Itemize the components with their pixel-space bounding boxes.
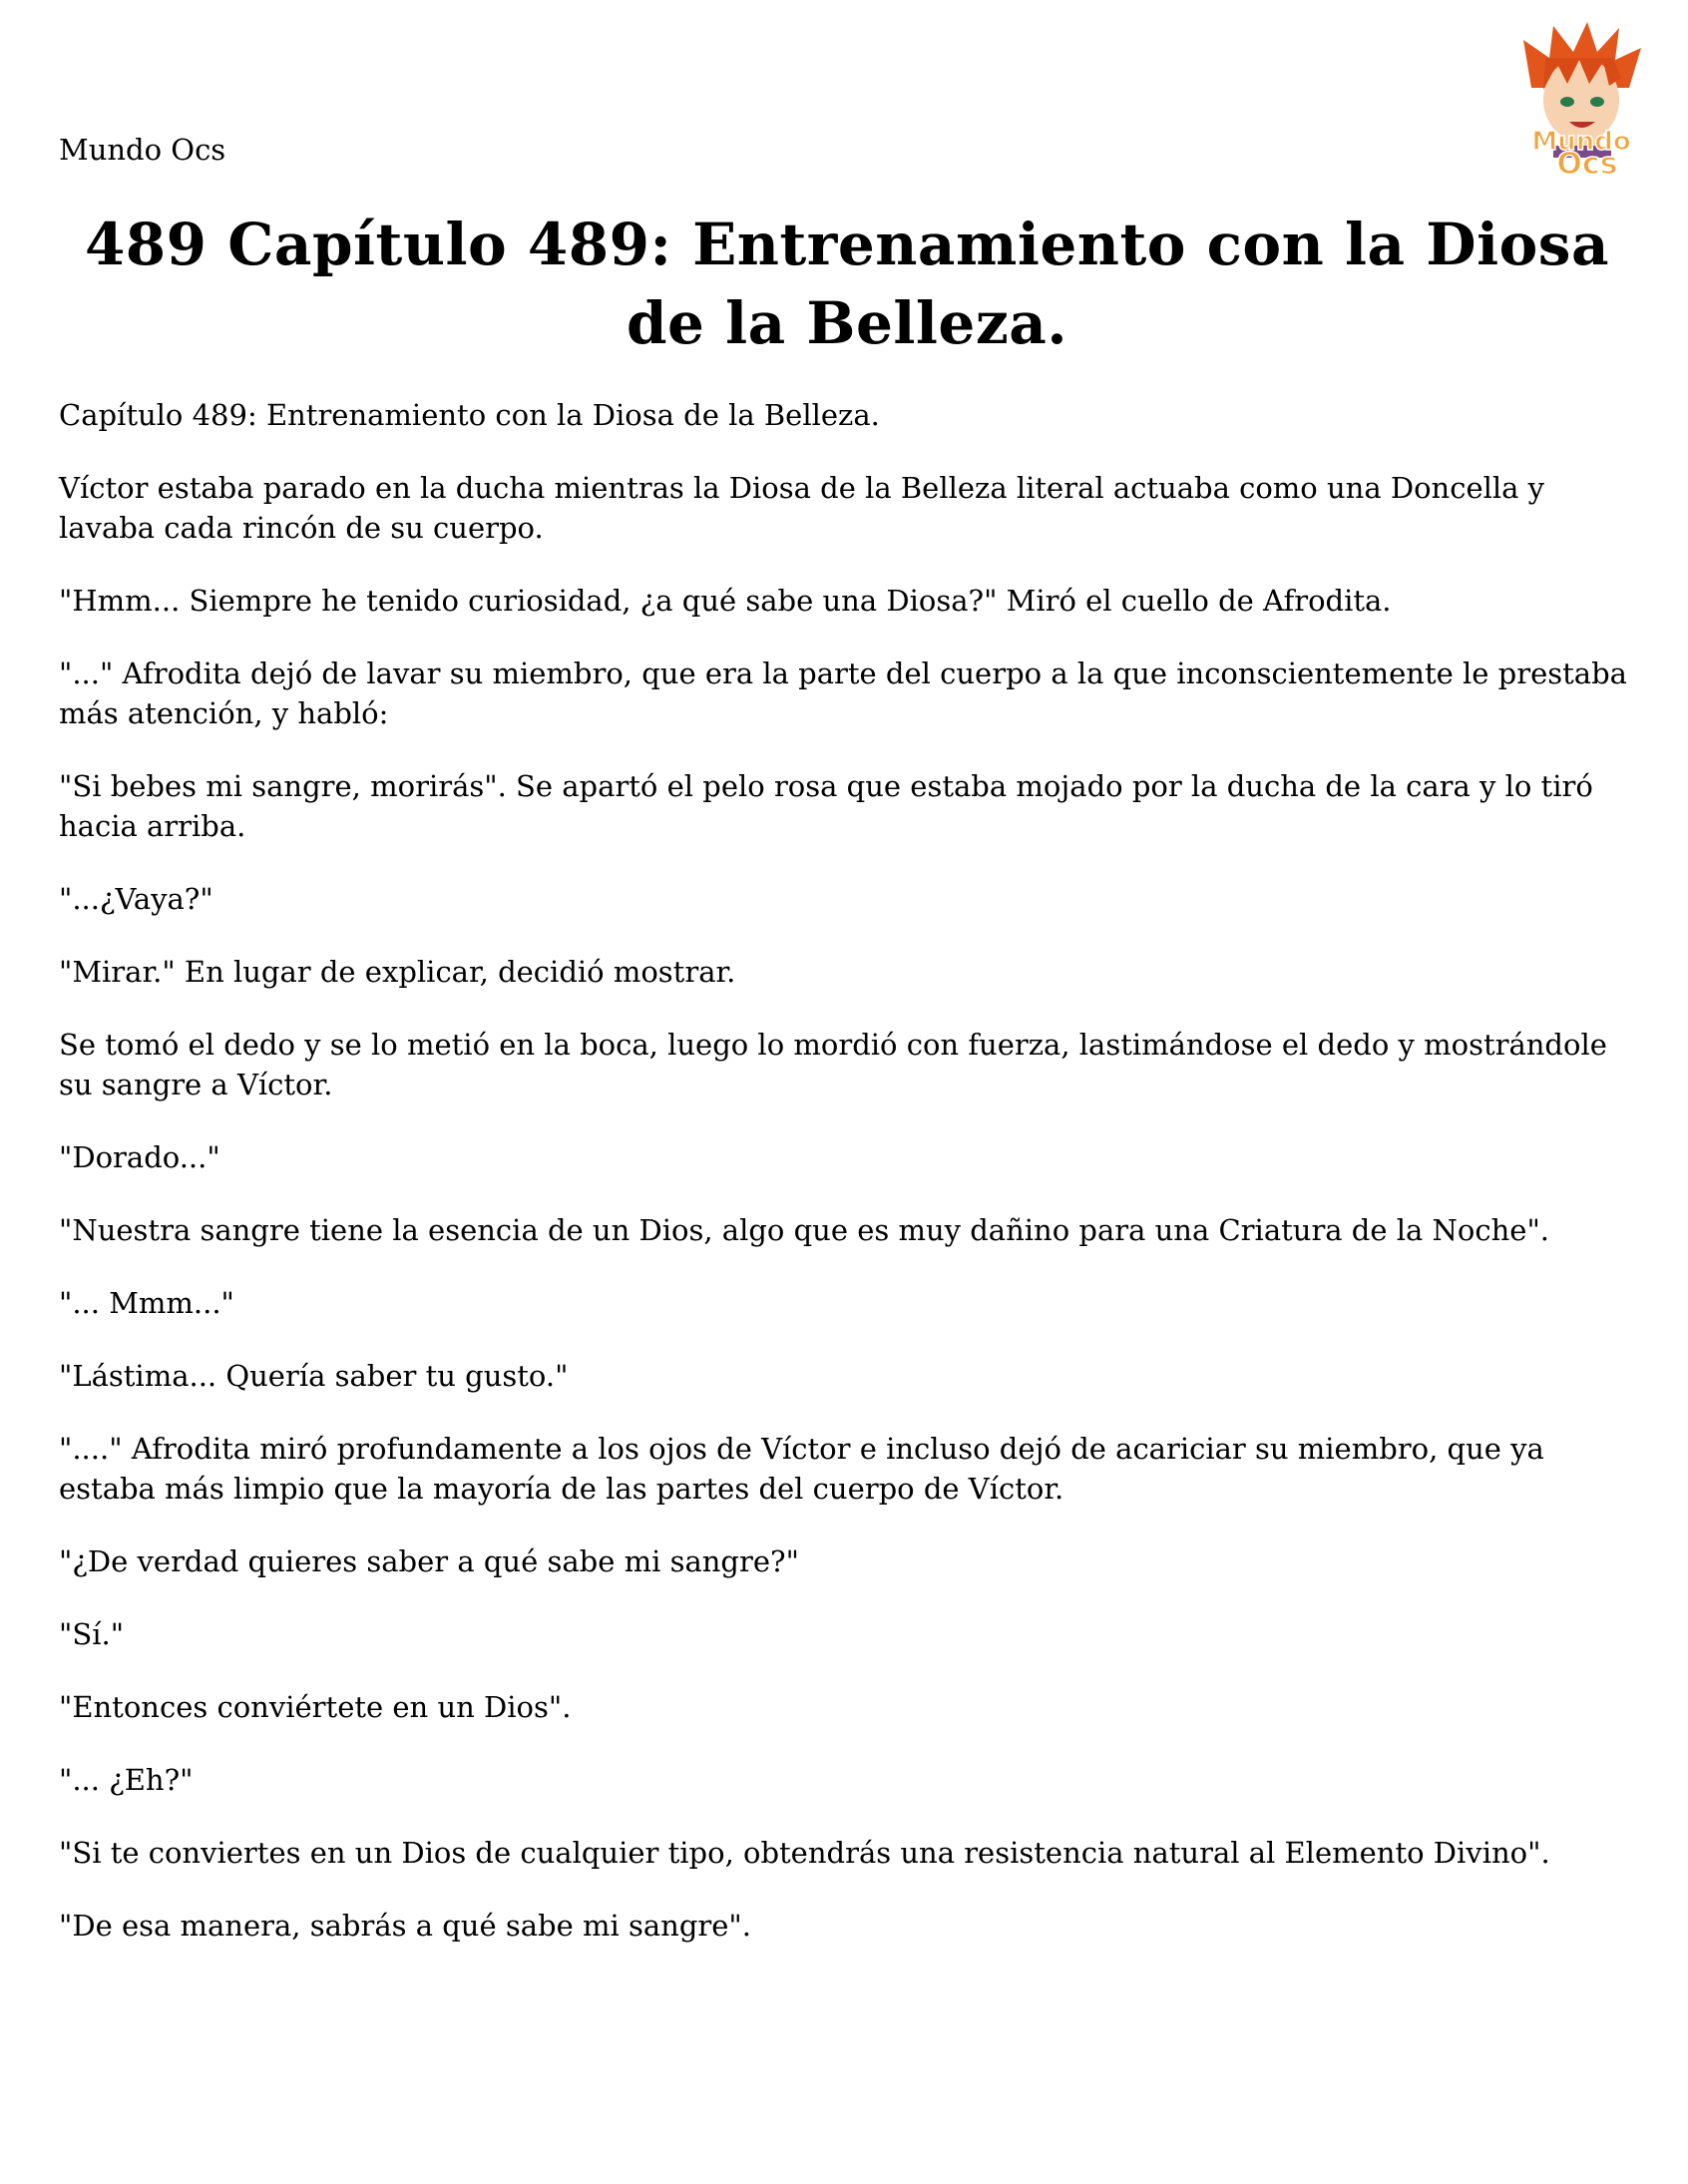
paragraph: "...¿Vaya?" (59, 882, 213, 916)
paragraph: "Mirar." En lugar de explicar, decidió mostrar. (59, 955, 736, 989)
paragraph: "Si bebes mi sangre, morirás". Se apartó el pelo rosa que estaba mojado por la ducha de la cara y lo tiró hacia arriba. (59, 769, 1593, 843)
paragraph: "De esa manera, sabrás a qué sabe mi sangre". (59, 1909, 751, 1943)
anime-character-logo-icon (1501, 18, 1661, 178)
paragraph: "¿De verdad quieres saber a qué sabe mi sangre?" (59, 1544, 799, 1578)
paragraph: "Nuestra sangre tiene la esencia de un Dios, algo que es muy dañino para una Criatura de la Noche". (59, 1213, 1550, 1247)
paragraph: Se tomó el dedo y se lo metió en la boca, luego lo mordió con fuerza, lastimándose el dedo y mostrándole su sangre a Víctor. (59, 1028, 1607, 1101)
paragraph: "Si te conviertes en un Dios de cualquier tipo, obtendrás una resistencia natural al Elemento Divino". (59, 1836, 1550, 1870)
chapter-body (59, 395, 1640, 1978)
paragraph: "Entonces conviértete en un Dios". (59, 1690, 572, 1724)
paragraph: "Sí." (59, 1617, 125, 1651)
logo-text-top: Mundo (1531, 127, 1631, 157)
paragraph: Víctor estaba parado en la ducha mientras la Diosa de la Belleza literal actuaba como una Doncella y lavaba cada rincón de su cuerpo. (59, 471, 1545, 545)
paragraph: "Lástima... Quería saber tu gusto." (59, 1359, 569, 1393)
site-name: Mundo Ocs (59, 133, 226, 167)
chapter-title: 489 Capítulo 489: Entrenamiento con la Diosa de la Belleza. (84, 211, 1610, 357)
paragraph: Capítulo 489: Entrenamiento con la Diosa de la Belleza. (59, 398, 880, 432)
logo-graphic (1501, 18, 1661, 178)
logo-text-bottom: Ocs (1556, 147, 1618, 178)
paragraph: "Hmm... Siempre he tenido curiosidad, ¿a qué sabe una Diosa?" Miró el cuello de Afrodita. (59, 584, 1392, 618)
paragraph: "... Mmm..." (59, 1286, 234, 1320)
paragraph: "...." Afrodita miró profundamente a los ojos de Víctor e incluso dejó de acariciar su miembro, que ya estaba más limpio que la mayoría de las partes del cuerpo de Víctor. (59, 1432, 1544, 1506)
paragraph: "Dorado..." (59, 1140, 220, 1174)
paragraph: "... ¿Eh?" (59, 1763, 194, 1797)
paragraph: "..." Afrodita dejó de lavar su miembro, que era la parte del cuerpo a la que inconscientemente le prestaba más atención, y habló: (59, 656, 1627, 730)
